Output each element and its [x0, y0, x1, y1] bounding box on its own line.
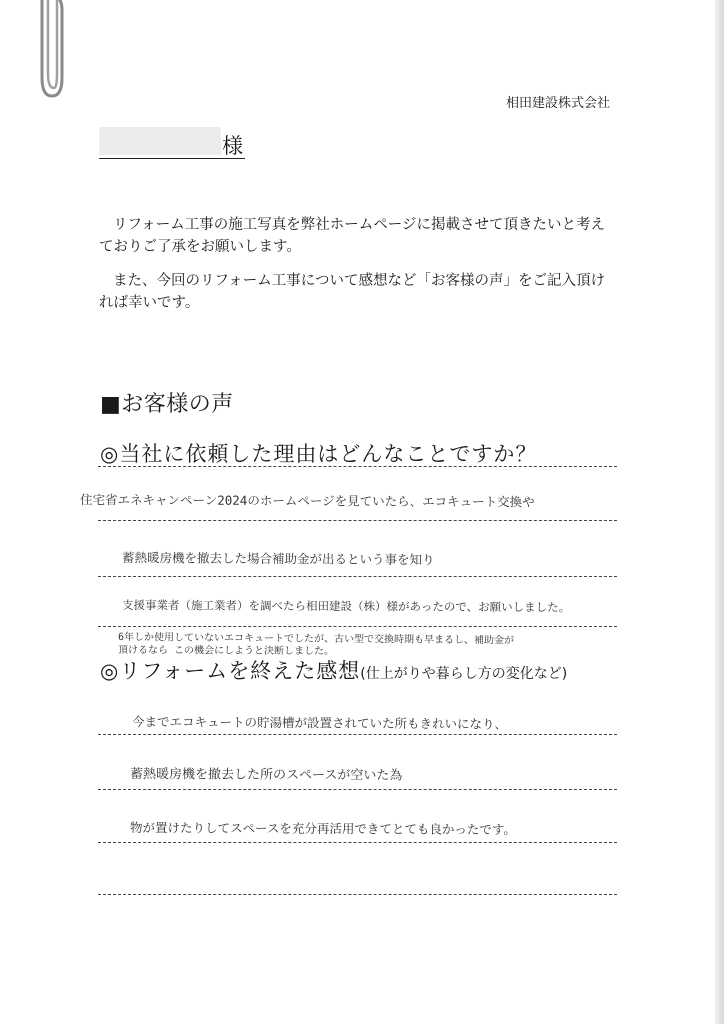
- question-2-title: ◎リフォームを終えた感想: [100, 659, 361, 683]
- intro-paragraph-2: また、今回のリフォーム工事について感想など「お客様の声」をご記入頂ければ幸いです。: [99, 273, 605, 311]
- name-underline: [99, 158, 245, 159]
- paper-edge: [715, 0, 724, 1024]
- answer-line: [98, 466, 617, 467]
- answer-1-line-1: 住宅省エネキャンペーン2024のホームページを見ていたら、エコキュート交換や: [79, 492, 535, 510]
- answer-line: [98, 789, 617, 790]
- answer-2-line-3: 物が置けたりしてスペースを充分再活用できてとても良かったです。: [129, 820, 516, 838]
- intro-paragraph-1: リフォーム工事の施工写真を弊社ホームページに掲載させて頂きたいと考えておりご了承をお願いします。: [99, 217, 605, 255]
- honorific: 様: [222, 134, 243, 158]
- answer-1-line-5: 頂けるなら この機会にしようと決断しました。: [117, 645, 335, 658]
- answer-2-line-2: 蓄熱暖房機を撤去した所のスペースが空いた為: [129, 767, 403, 784]
- question-2-subtitle: (仕上がりや暮らし方の変化など): [360, 666, 568, 682]
- section-title: ■お客様の声: [100, 392, 234, 417]
- paperclip-icon: [28, 0, 74, 104]
- answer-line: [98, 842, 617, 843]
- answer-line: [98, 894, 617, 895]
- answer-1-line-2: 蓄熱暖房機を撤去した場合補助金が出るという事を知り: [121, 550, 435, 568]
- answer-line: [98, 576, 617, 577]
- answer-line: [98, 520, 617, 521]
- company-name: 相田建設株式会社: [505, 96, 610, 111]
- question-1-label: ◎当社に依頼した理由はどんなことですか？: [100, 442, 538, 466]
- answer-line: [98, 626, 617, 627]
- answer-line: [98, 734, 617, 735]
- answer-1-line-4: 6年しか使用していないエコキュートでしたが、古い型で交換時期も早まるし、補助金が: [117, 632, 515, 647]
- question-2-label: [100, 655, 567, 685]
- answer-2-line-1: 今までエコキュートの貯湯槽が設置されていた所もきれいになり、: [131, 714, 508, 732]
- answer-1-line-3: 支援事業者（施工業者）を調べたら相田建設（株）様があったので、お願いしました。: [121, 598, 571, 615]
- redacted-customer-name: [99, 127, 221, 155]
